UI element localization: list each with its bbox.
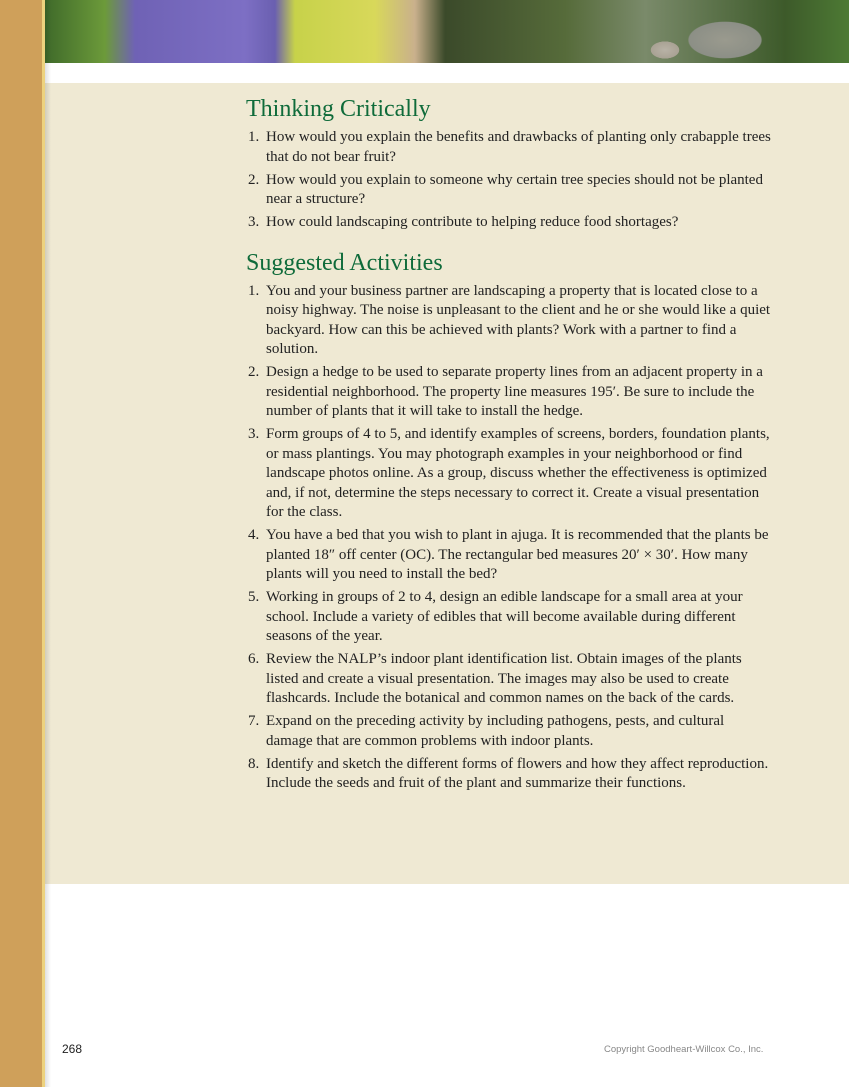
suggested-activities-heading: Suggested Activities: [246, 249, 443, 276]
list-item: [246, 128, 774, 167]
item-text: Review the NALP’s indoor plant identification list. Obtain images of the plants listed and create a visual presentation. The images may also be used to create flashcards. Include the botanical and common names on the back of the cards.: [266, 651, 742, 706]
list-item: [246, 363, 774, 422]
item-number: 2.: [248, 171, 260, 188]
item-number: 4.: [248, 527, 260, 543]
item-text: Expand on the preceding activity by including pathogens, pests, and cultural damage that are common problems with indoor plants.: [266, 713, 725, 749]
item-text: How would you explain to someone why certain tree species should not be planted near a structure?: [266, 171, 763, 207]
list-item: [246, 171, 774, 210]
page-number: 268: [62, 1042, 83, 1056]
thinking-critically-list: [246, 128, 776, 233]
thinking-critically-heading: Thinking Critically: [246, 96, 431, 122]
item-number: 3.: [248, 426, 260, 442]
page-spine-band: [0, 0, 42, 1087]
list-item: [246, 712, 774, 751]
list-item: [246, 425, 774, 523]
item-number: 5.: [248, 589, 260, 605]
list-item: [246, 213, 774, 233]
list-item: [246, 650, 774, 709]
suggested-activities-list: [246, 282, 776, 794]
item-number: 2.: [248, 364, 260, 380]
list-item: [246, 526, 774, 585]
item-text: Working in groups of 2 to 4, design an edible landscape for a small area at your school. Include a variety of edibles that will become available during different seasons of the year.: [266, 589, 743, 644]
item-text: How could landscaping contribute to helping reduce food shortages?: [266, 214, 679, 230]
item-number: 8.: [248, 755, 260, 772]
list-item: [246, 755, 774, 794]
item-text: Design a hedge to be used to separate property lines from an adjacent property in a residential neighborhood. The property line measures 195′. Be sure to include the number of plants that it will take to install the hedge.: [266, 364, 763, 419]
item-number: 7.: [248, 713, 260, 729]
review-content: [246, 94, 776, 797]
item-number: 1.: [248, 129, 260, 145]
item-text: Form groups of 4 to 5, and identify examples of screens, borders, foundation plants, or mass plantings. You may photograph examples in your neighborhood or find landscape photos online. As a group, discuss whether the effectiveness is optimized and, if not, determine the steps necessary to correct it. Create a visual presentation for the class.: [266, 426, 770, 520]
item-text: You and your business partner are landscaping a property that is located close to a noisy highway. The noise is unpleasant to the client and he or she would like a quiet backyard. How can this be achieved with plants? Work with a partner to find a solution.: [266, 282, 771, 357]
item-text: You have a bed that you wish to plant in ajuga. It is recommended that the plants be planted 18″ off center (OC). The rectangular bed measures 20′ × 30′. How many plants will you need to install the bed?: [266, 527, 769, 582]
item-number: 1.: [248, 282, 260, 299]
item-number: 6.: [248, 651, 260, 667]
page-shadow: [45, 0, 51, 1087]
copyright-notice: Copyright Goodheart-Willcox Co., Inc.: [604, 1044, 764, 1055]
item-number: 3.: [248, 214, 260, 230]
item-text: How would you explain the benefits and drawbacks of planting only crabapple trees that do not bear fruit?: [266, 129, 771, 165]
list-item: [246, 282, 774, 360]
header-garden-photo: [45, 0, 849, 63]
list-item: [246, 588, 774, 647]
item-text: Identify and sketch the different forms of flowers and how they affect reproduction. Include the seeds and fruit of the plant and summarize their functions.: [266, 755, 769, 791]
